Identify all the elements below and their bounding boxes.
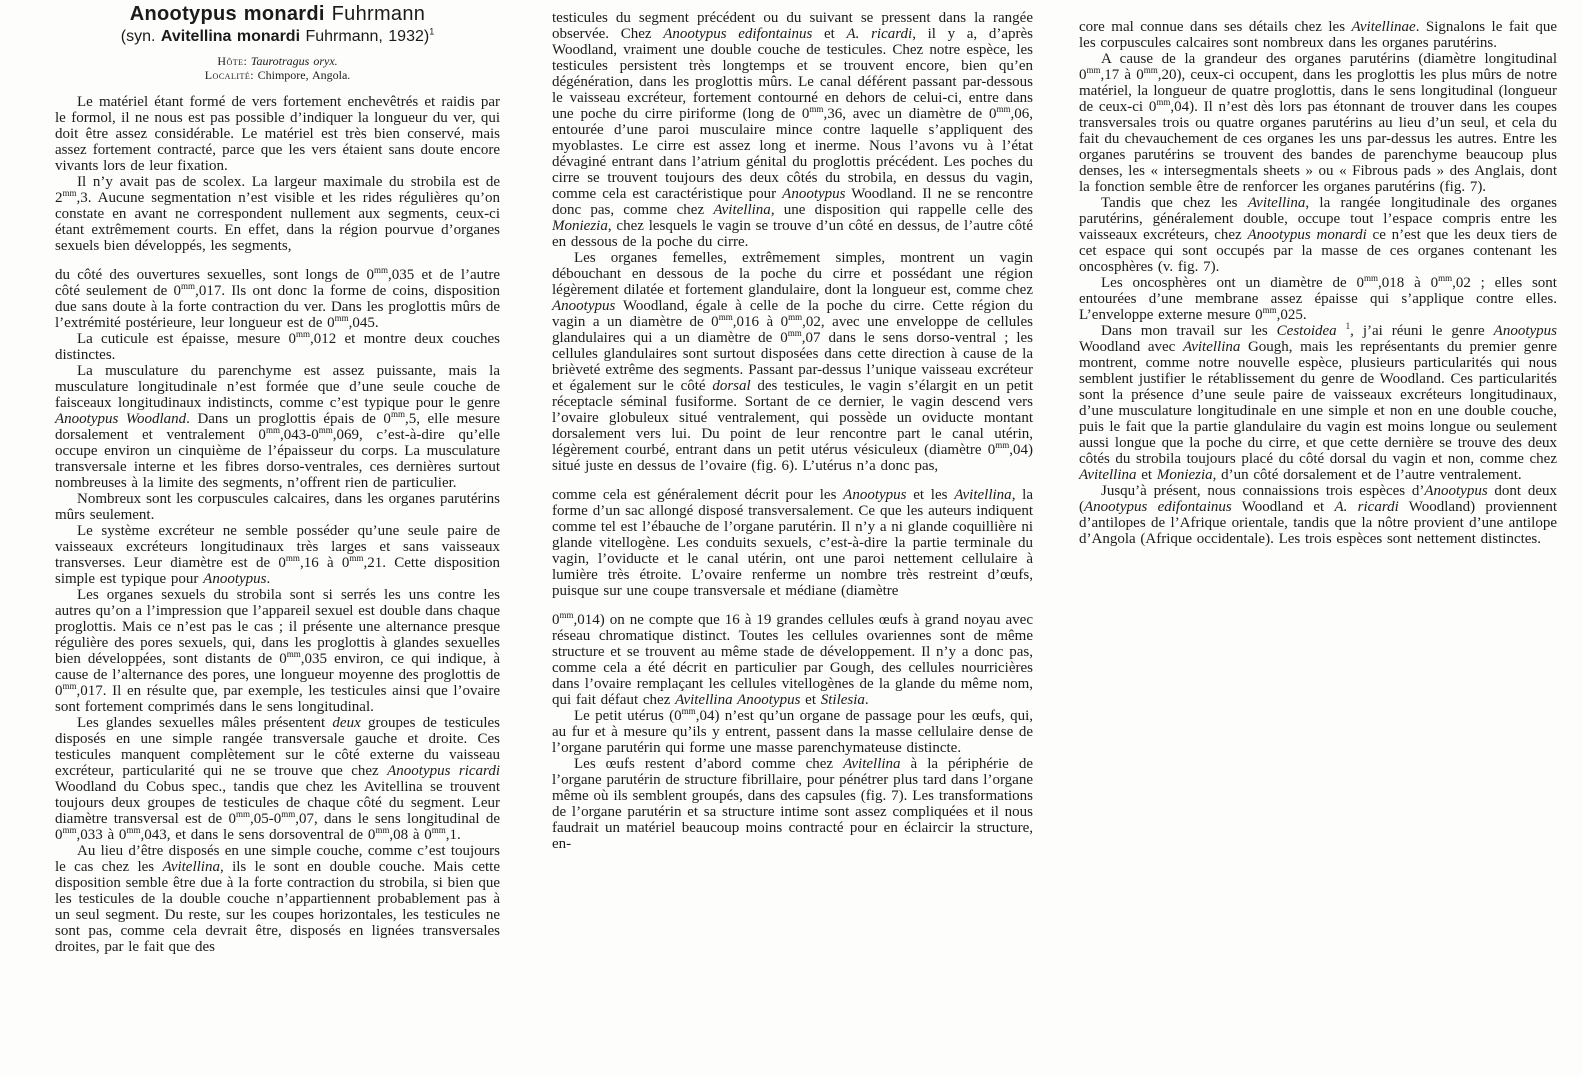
paragraph: du côté des ouvertures sexuelles, sont longs de $0^{mm},035$ et de l’autre côté seulement de $0^{mm},017$. Ils ont donc la forme de coins, disposition due sans doute à la forte contraction du ver. Dans les proglottis mûrs de l’extrémité postérieure, leur longueur est de $0^{mm},045$. [55, 265, 500, 331]
paragraph: Le matériel étant formé de vers fortement enchevêtrés et raidis par le formol, il ne nous est pas possible d’indiquer la longueur du ver, qui doit être assez considérable. Le matériel est très bien conservé, mais assez fortement contracté, parce que les vers étaient sans doute encore vivants lors de leur fixation. [55, 94, 500, 174]
paragraph: core mal connue dans ses détails chez les Avitellinae. Signalons le fait que les corpuscules calcaires sont nombreux dans les organes parutérins. [1079, 19, 1557, 51]
locality-separator: : [250, 68, 258, 82]
title-species: Anootypus monardi [129, 3, 325, 25]
synonym-line [55, 26, 500, 45]
host-separator: : [243, 54, 251, 68]
middle-column-text [552, 10, 1033, 852]
paragraph: Les glandes sexuelles mâles présentent deux groupes de testicules disposés en une simple rangée transversale gauche et droite. Ces testicules manquent complètement sur le côté externe du vaisseau excréteur, particularité qui ne se trouve que chez Anootypus ricardi Woodland du Cobus spec., tandis que chez les Avitellina se trouvent toujours deux groupes de testicules de chaque côté du segment. Leur diamètre transversal est de $0^{mm},05-0^{mm},07$, dans le sens longitudinal de $0^{mm},033$ à $0^{mm},043$, et dans le sens dorsoventral de $0^{mm},08$ à $0^{mm},1$. [55, 715, 501, 843]
paragraph: Les œufs restent d’abord comme chez Avitellina à la périphérie de l’organe parutérin de structure fibrillaire, pour pénétrer plus tard dans l’organe même où ils semblent groupés, dans des capsules (fig. 7). Les transformations de l’organe parutérin et sa structure intime sont assez compliquées et il nous faudrait un matériel beaucoup moins contracté pour en éclaircir la structure, en- [552, 756, 1033, 852]
paragraph: comme cela est généralement décrit pour les Anootypus et les Avitellina, la forme d’un sac allongé disposé transversalement. Ce que les auteurs indiquent comme tel est l’ébauche de l’organe parutérin. Il n’y a ni glande coquillière ni glande vitellogène. Les conduits sexuels, c’est-à-dire la partie terminale du vagin, l’oviducte et le canal utérin, ont une paroi nettement cellulaire à lumière très étroite. L’ovaire renferme un nombre très restreint d’œufs, puisque sur une coupe transversale et médiane (diamètre [552, 487, 1033, 599]
left-column [55, 0, 500, 1076]
locality-line [55, 68, 500, 82]
host-line [55, 54, 500, 68]
paragraph: Au lieu d’être disposés en une simple couche, comme c’est toujours le cas chez les Avitellina, ils le sont en double couche. Mais cette disposition semble être due à la forte contraction du strobila, si bien que les testicules de la double couche n’appartiennent probablement pas à un seul segment. Du reste, sur les coupes horizontales, les testicules ne sont pas, comme cela devrait être, disposés en lignées transversales droites, par le fait que des [55, 843, 500, 955]
right-column-text [1079, 19, 1557, 547]
middle-column [552, 0, 1033, 1076]
host-value: Taurotragus oryx. [250, 54, 338, 68]
paragraph: Dans mon travail sur les Cestoidea $^1$, j’ai réuni le genre Anootypus Woodland avec Avitellina Gough, mais les représentants du premier genre montrent, comme notre nouvelle espèce, plusieurs particularités qui nous semblent justifier le rétablissement du genre de Woodland. Ces particularités sont la présence d’une seule paire de vaisseaux excréteurs longitudinaux, d’une musculature longitudinale en une simple et non en une double couche, puis le fait que la partie glandulaire du vagin est moins longue ou seulement aussi longue que la poche du cirre, et que cette dernière se trouve des deux côtés du strobila toujours placé du côté dorsal du vagin et non, comme chez Avitellina et Moniezia, d’un côté dorsalement et de l’autre ventralement. [1079, 321, 1557, 483]
host-label: Hôte [217, 54, 244, 68]
header-spacer [55, 82, 500, 94]
paragraph: Les organes femelles, extrêmement simples, montrent un vagin débouchant en dessous de la poche du cirre et possédant une région légèrement dilatée et fortement glandulaire, dont la longueur est, comme chez Anootypus Woodland, égale à celle de la poche du cirre. Cette région du vagin a un diamètre de $0^{mm},016$ à $0^{mm},02$, avec une enveloppe de cellules glandulaires qui a un diamètre de $0^{mm},07$ dans le sens dorso-ventral ; les cellules glandulaires sont surtout disposées dans cette direction à cause de la brièveté extrême des segments. Passant par-dessus l’unique vaisseau excréteur et également sur le côté dorsal des testicules, le vagin s’élargit en un petit réceptacle séminal fusiforme. Sortant de ce dernier, le vagin descend vers l’ovaire globuleux situé ventralement, qui possède un oviducte montant dorsalement vers lui. Du point de leur rencontre part le canal utérin, légèrement courbé, entrant dans un petit utérus vésiculeux (diamètre $0^{mm},04$) situé juste en dessus de l’ovaire (fig. 6). L’utérus n’a donc pas, [552, 250, 1033, 474]
paragraph: Jusqu’à présent, nous connaissions trois espèces d’Anootypus dont deux (Anootypus edifontainus Woodland et A. ricardi Woodland) proviennent d’antilopes de l’Afrique orientale, tandis que la nôtre provient d’une antilope d’Angola (Afrique occidentale). Les trois espèces sont nettement distinctes. [1079, 483, 1557, 547]
article-title [55, 3, 500, 25]
paragraph: La musculature du parenchyme est assez puissante, mais la musculature longitudinale n’est formée que d’une seule couche de faisceaux longitudinaux indistincts, comme c’est typique pour le genre Anootypus Woodland. Dans un proglottis épais de $0^{mm},5$, elle mesure dorsalement et ventralement $0^{mm},043-0^{mm},069$, c’est-à-dire qu’elle occupe environ un cinquième de l’épaisseur du corps. La musculature transversale interne et les fibres dorso-ventrales, ces dernières surtout nombreuses à la limite des segments, n’offrent rien de particulier. [55, 363, 500, 491]
locality-value: Chimpore, Angola. [257, 68, 351, 82]
locality-label: Localité [204, 68, 251, 82]
paragraph: Le système excréteur ne semble posséder qu’une seule paire de vaisseaux excréteurs longitudinaux très larges et sans vaisseaux transverses. Leur diamètre est de $0^{mm},16$ à $0^{mm},21$. Cette disposition simple est typique pour Anootypus. [55, 523, 501, 587]
title-author: Fuhrmann [324, 3, 426, 25]
article-header [55, 3, 500, 94]
synonym-open: (syn. [120, 28, 161, 45]
paragraph: Les oncosphères ont un diamètre de $0^{mm},018$ à $0^{mm},02$ ; elles sont entourées d’une membrane assez épaisse qui s’applique contre elles. L’enveloppe externe mesure $0^{mm},025$. [1079, 273, 1557, 323]
paragraph: Il n’y avait pas de scolex. La largeur maximale du strobila est de $2^{mm},3$. Aucune segmentation n’est visible et les rides régulières qu’on constate en avant ne correspondent nullement aux segments, ceux-ci étant extrêmement courts. En effet, dans la région pourvue d’organes sexuels bien développés, les segments, [55, 174, 500, 254]
paragraph: A cause de la grandeur des organes parutérins (diamètre longitudinal $0^{mm},17$ à $0^{mm},20$), ceux-ci occupent, dans les proglottis les plus mûrs de notre matériel, la longueur de quatre proglottis, dans le sens longitudinal (longueur de ceux-ci $0^{mm},04$). Il n’est dès lors pas étonnant de trouver dans les coupes transversales trois ou quatre organes parutérins au lieu d’un seul, et cela du fait du chevauchement de ces organes les uns par-dessus les autres. Entre les organes parutérins se trouvent des bandes de parenchyme beaucoup plus denses, les « intersegmentals sheets » ou « Fibrous pads » des Anglais, dont la fonction semble être de renforcer les organes parutérins (fig. 7). [1079, 51, 1557, 195]
paragraph: Le petit utérus $(0^{mm},04)$ n’est qu’un organe de passage pour les œufs, qui, au fur et à mesure qu’ils y entrent, passent dans la masse cellulaire dense de l’organe parutérin qui forme une masse parenchymateuse distincte. [552, 706, 1034, 756]
paragraph: La cuticule est épaisse, mesure $0^{mm},012$ et montre deux couches distinctes. [55, 329, 500, 363]
paragraph: Nombreux sont les corpuscules calcaires, dans les organes parutérins mûrs seulement. [55, 491, 500, 523]
left-column-text [55, 94, 500, 955]
paragraph: Les organes sexuels du strobila sont si serrés les uns contre les autres qu’on a l’impression que l’appareil sexuel est double dans chaque proglottis. Mais ce n’est pas le cas ; il présente une alternance presque régulière des pores sexuels, qui, dans les proglottis à glandes sexuelles bien développées, sont distants de $0^{mm},035$ environ, ce qui indique, à cause de l’alternance des pores, une longueur moyenne des proglottis de $0^{mm},017$. Il en résulte que, par exemple, les testicules ainsi que l’ovaire sont fortement comprimés dans le sens longitudinal. [55, 587, 500, 715]
paragraph: Tandis que chez les Avitellina, la rangée longitudinale des organes parutérins, généralement double, occupe tout l’espace compris entre les vaisseaux excréteurs, chez Anootypus monardi ce n’est que les deux tiers de cet espace qui sont occupés par la masse de ces organes contenant les oncosphères (v. fig. 7). [1079, 195, 1558, 275]
synonym-species: Avitellina monardi [160, 28, 301, 45]
paragraph: $0^{mm},014$) on ne compte que 16 à 19 grandes cellules œufs à grand noyau avec réseau chromatique distinct. Toutes les cellules ovariennes sont de même structure et se trouvent au même stade de développement. Il n’y a donc pas, comme cela a été décrit en particulier par Gough, des cellules nourricières dans l’ovaire remplaçant les cellules vitellogènes de la glande du même nom, qui fait défaut chez Avitellina Anootypus et Stilesia. [552, 610, 1033, 708]
footnote-marker: 1 [429, 26, 435, 37]
synonym-rest: Fuhrmann, 1932) [300, 28, 430, 45]
right-column [1079, 0, 1557, 1076]
paragraph: testicules du segment précédent ou du suivant se pressent dans la rangée observée. Chez Anootypus edifontainus et A. ricardi, il y a, d’après Woodland, vraiment une double couche de testicules. Chez notre espèce, les testicules persistent très longtemps et se trouvent encore, bien qu’en dégénération, dans les proglottis mûrs. Le canal déférent passant par-dessous le vaisseau excréteur, fortement contourné en dehors de celui-ci, entre dans une poche du cirre piriforme (long de $0^{mm},36$, avec un diamètre de $0^{mm},06$, entourée d’une paroi musculaire mince contre laquelle s’appliquent des myoblastes. Le cirre est assez long et inerme. Nous l’avons vu à l’état dévaginé entrant dans l’atrium génital du proglottis précédent. Les poches du cirre se trouvent toujours des deux côtés du strobila, en dessus du vagin, comme cela est caractéristique pour Anootypus Woodland. Il ne se rencontre donc pas, comme chez Avitellina, une disposition qui rappelle celle des Moniezia, chez lesquels le vagin se trouve d’un côté en dessus, de l’autre côté en dessous de la poche du cirre. [552, 10, 1034, 250]
